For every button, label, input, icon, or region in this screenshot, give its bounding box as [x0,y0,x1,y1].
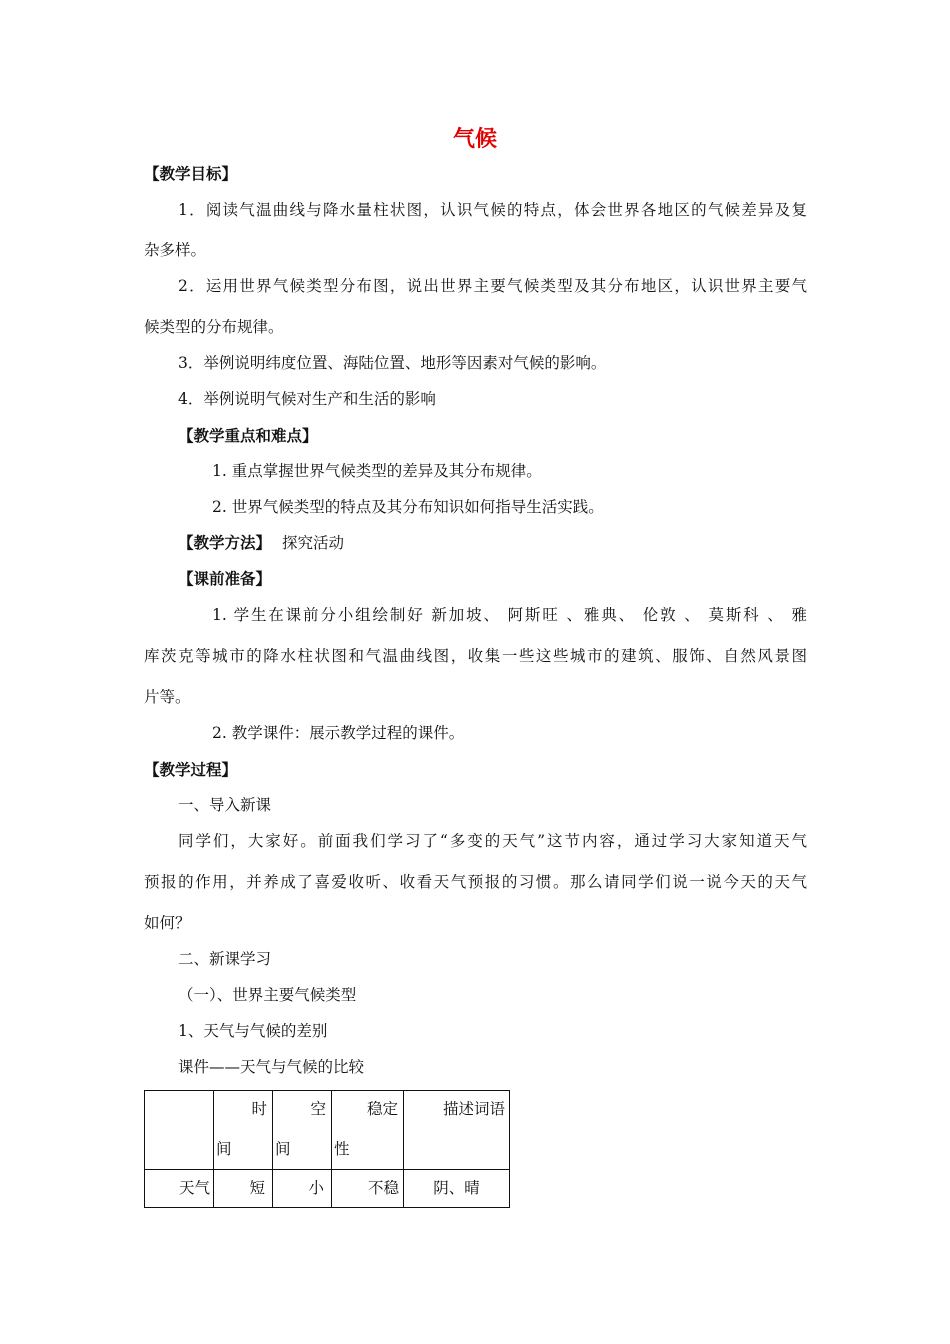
preparation-1-line-3: 片等。 [144,688,191,706]
weather-label: 天气 [178,1179,210,1197]
table-header-stability-bottom: 性 [334,1140,350,1158]
preparation-2: 2. 教学课件：展示教学过程的课件。 [212,724,465,742]
process-sub-1-1: 1、天气与气候的差别 [178,1022,328,1040]
intro-line-2: 预报的作用，并养成了喜爱收听、收看天气预报的习惯。那么请同学们说一说今天的天气 [144,873,807,891]
objective-2-line-2: 候类型的分布规律。 [144,318,284,336]
objectives-heading: 【教学目标】 [144,165,238,183]
process-part-2: 二、新课学习 [178,950,272,968]
table-header-space-bottom: 间 [275,1140,291,1158]
weather-words: 阴、晴 [433,1179,480,1197]
preparation-1-line-1: 1. 学生在课前分小组绘制好 新加坡、 阿斯旺 、雅典、 伦敦 、 莫斯科 、 雅 [212,606,807,624]
objective-1-line-2: 杂多样。 [144,241,207,259]
method-line [178,533,344,553]
key-points-heading: 【教学重点和难点】 [178,427,318,445]
table-header-space-top: 空 [310,1100,326,1118]
courseware-caption: 课件——天气与气候的比较 [178,1058,365,1076]
table-cell-weather-stability [332,1170,404,1208]
objective-3: 3．举例说明纬度位置、海陆位置、地形等因素对气候的影响。 [178,354,607,372]
table-header-space [273,1091,332,1170]
weather-time: 短 [249,1179,265,1197]
weather-stability: 不稳 [367,1179,399,1197]
table-header-row [145,1091,510,1170]
table-header-stability [332,1091,404,1170]
process-sub-1: （一）、世界主要气候类型 [178,986,357,1004]
objective-1-line-1: 1．阅读气温曲线与降水量柱状图，认识气候的特点，体会世界各地区的气候差异及复 [178,201,807,219]
table-header-stability-top: 稳定 [366,1100,398,1118]
table-header-corner [145,1091,214,1170]
table-row [145,1170,510,1208]
preparation-1-line-2: 库茨克等城市的降水柱状图和气温曲线图，收集一些这些城市的建筑、服饰、自然风景图 [144,647,807,665]
weather-climate-table [144,1090,510,1208]
process-heading: 【教学过程】 [144,761,238,779]
key-point-1: 1. 重点掌握世界气候类型的差异及其分布规律。 [212,462,542,480]
table-cell-weather-words [404,1170,510,1208]
weather-space: 小 [308,1179,324,1197]
intro-line-3: 如何？ [144,914,191,932]
process-part-1: 一、导入新课 [178,796,272,814]
objective-4: 4．举例说明气候对生产和生活的影响 [178,390,436,408]
table-cell-weather-label [145,1170,214,1208]
method-heading: 【教学方法】 [178,534,272,552]
table-cell-weather-time [214,1170,273,1208]
intro-line-1: 同学们，大家好。前面我们学习了“多变的天气”这节内容，通过学习大家知道天气 [178,832,807,850]
preparation-heading: 【课前准备】 [178,570,272,588]
method-value: 探究活动 [281,534,344,552]
table-header-time-bottom: 间 [216,1140,232,1158]
objective-2-line-1: 2．运用世界气候类型分布图，说出世界主要气候类型及其分布地区，认识世界主要气 [178,277,807,295]
page-title: 气候 [452,127,497,152]
key-point-2: 2. 世界气候类型的特点及其分布知识如何指导生活实践。 [212,498,604,516]
table-cell-weather-space [273,1170,332,1208]
table-header-time-top: 时 [251,1100,267,1118]
table-header-time [214,1091,273,1170]
table-header-words [404,1091,510,1170]
table-header-words-text: 描述词语 [442,1100,505,1118]
